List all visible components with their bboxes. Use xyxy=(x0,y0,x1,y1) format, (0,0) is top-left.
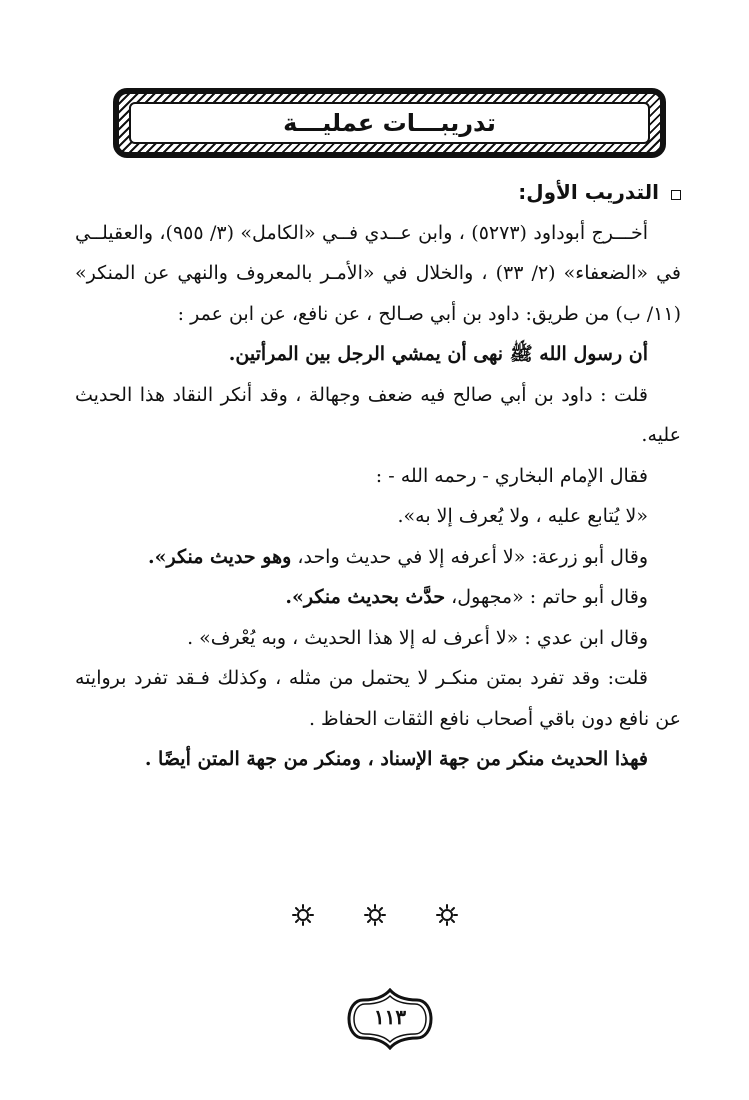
abu-hatim-prefix: وقال أبو حاتم : «مجهول، xyxy=(445,586,648,608)
bukhari-quote: «لا يُتابع عليه ، ولا يُعرف إلا به». xyxy=(397,505,648,527)
bukhari-intro: فقال الإمام البخاري - رحمه الله - : xyxy=(375,464,648,487)
paragraph-sources: أخـــرج أبوداود (٥٢٧٣) ، وابن عــدي فــي «الكامل» (٣/ ٩٥٥)، والعقيلــي في «الضعفاء» (٢/ ٣٣) ، والخلال في «الأمـر بالمعروف والنهي عن المنكر» (١١/ ب) من طريق: داود بن أبي صـالح ، عن نافع، عن ابن عمر : xyxy=(75,221,681,325)
abu-zura-verdict: وهو حديث منكر». xyxy=(148,545,292,568)
section-divider xyxy=(0,904,749,926)
flower-ornament-icon xyxy=(436,904,458,926)
title-inner xyxy=(129,102,650,144)
content-body xyxy=(75,172,681,780)
page-number: ١١٣ xyxy=(373,1005,407,1029)
abu-hatim-statement xyxy=(75,577,681,618)
paragraph-narrator-critique: قلت : داود بن أبي صالح فيه ضعف وجهالة ، وقد أنكر النقاد هذا الحديث عليه. xyxy=(75,383,681,446)
ibn-adi-statement: وقال ابن عدي : «لا أعرف له إلا هذا الحديث ، وبه يُعْرف» . xyxy=(187,626,648,649)
page-number-badge xyxy=(345,988,435,1050)
flower-ornament-icon xyxy=(364,904,386,926)
square-bullet-icon xyxy=(671,190,681,200)
hadith-text: أن رسول الله ﷺ نهى أن يمشي الرجل بين المرأتين. xyxy=(228,343,648,365)
section-heading-text: التدريب الأول: xyxy=(518,180,659,204)
title-frame xyxy=(113,88,666,158)
paragraph-tafarrud: قلت: وقد تفرد بمتن منكـر لا يحتمل من مثله ، وكذلك فـقد تفرد بروايته عن نافع دون باقي أصحاب نافع الثقات الحفاظ . xyxy=(75,667,681,730)
abu-zura-prefix: وقال أبو زرعة: «لا أعرفه إلا في حديث واحد، xyxy=(291,545,648,568)
page-title: تدريبـــات عمليـــة xyxy=(283,109,496,137)
flower-ornament-icon xyxy=(292,904,314,926)
section-heading xyxy=(75,172,681,213)
abu-hatim-verdict: حدَّث بحديث منكر». xyxy=(285,586,446,608)
abu-zura-statement xyxy=(75,537,681,578)
conclusion: فهذا الحديث منكر من جهة الإسناد ، ومنكر من جهة المتن أيضًا . xyxy=(144,748,648,770)
